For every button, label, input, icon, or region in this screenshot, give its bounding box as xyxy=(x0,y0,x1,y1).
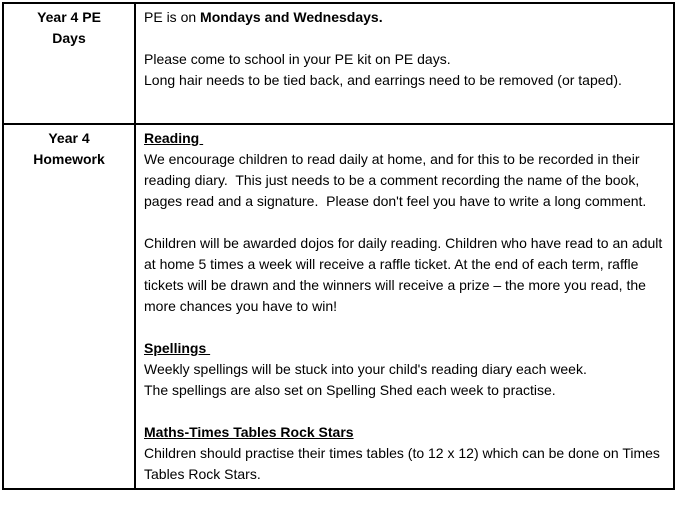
info-table xyxy=(2,2,675,490)
section-heading xyxy=(144,338,663,359)
text-segment: Please come to school in your PE kit on PE days. xyxy=(144,51,451,67)
blank-line xyxy=(144,317,663,338)
row-label-line: Homework xyxy=(33,151,105,167)
paragraph xyxy=(144,233,667,317)
row-label-line: Year 4 PE xyxy=(37,9,101,25)
paragraph xyxy=(144,380,663,401)
text-segment: Mondays and Wednesdays. xyxy=(200,9,383,25)
paragraph xyxy=(144,7,663,28)
paragraph xyxy=(144,359,663,380)
section-heading xyxy=(144,422,663,443)
text-segment: Weekly spellings will be stuck into your child's reading diary each week. xyxy=(144,361,587,377)
paragraph xyxy=(144,49,663,70)
blank-line xyxy=(144,212,663,233)
text-segment: The spellings are also set on Spelling Shed each week to practise. xyxy=(144,382,556,398)
paragraph xyxy=(144,149,663,212)
text-segment: We encourage children to read daily at home, and for this to be recorded in their reading diary. This just needs to be a comment recording the name of the book, pages read and a signature. Please don't feel you have to write a long comment. xyxy=(144,151,647,209)
table-row-pe-days xyxy=(3,3,674,124)
table-row-homework xyxy=(3,124,674,489)
row-content-homework xyxy=(135,124,674,489)
text-segment: Children should practise their times tables (to 12 x 12) which can be done on Times Tables Rock Stars. xyxy=(144,445,664,482)
text-segment: PE is on xyxy=(144,9,201,25)
section-heading xyxy=(144,128,663,149)
blank-line xyxy=(144,28,663,49)
text-segment: Reading xyxy=(144,130,204,146)
paragraph xyxy=(144,443,663,485)
text-segment: Spellings xyxy=(144,340,211,356)
blank-line xyxy=(144,401,663,422)
row-label-pe-days xyxy=(3,3,135,124)
row-label-line: Days xyxy=(52,30,86,46)
row-content-pe-days xyxy=(135,3,674,124)
text-segment: Long hair needs to be tied back, and earrings need to be removed (or taped). xyxy=(144,72,622,88)
text-segment: Children will be awarded dojos for daily reading. Children who have read to an adult at home 5 times a week will receive a raffle ticket. At the end of each term, raffle tickets will be drawn and the winners will receive a prize – the more you read, the more chances you have to win! xyxy=(144,235,667,314)
row-label-line: Year 4 xyxy=(48,130,90,146)
text-segment: Maths-Times Tables Rock Stars xyxy=(144,424,354,440)
row-label-homework xyxy=(3,124,135,489)
paragraph xyxy=(144,70,663,91)
